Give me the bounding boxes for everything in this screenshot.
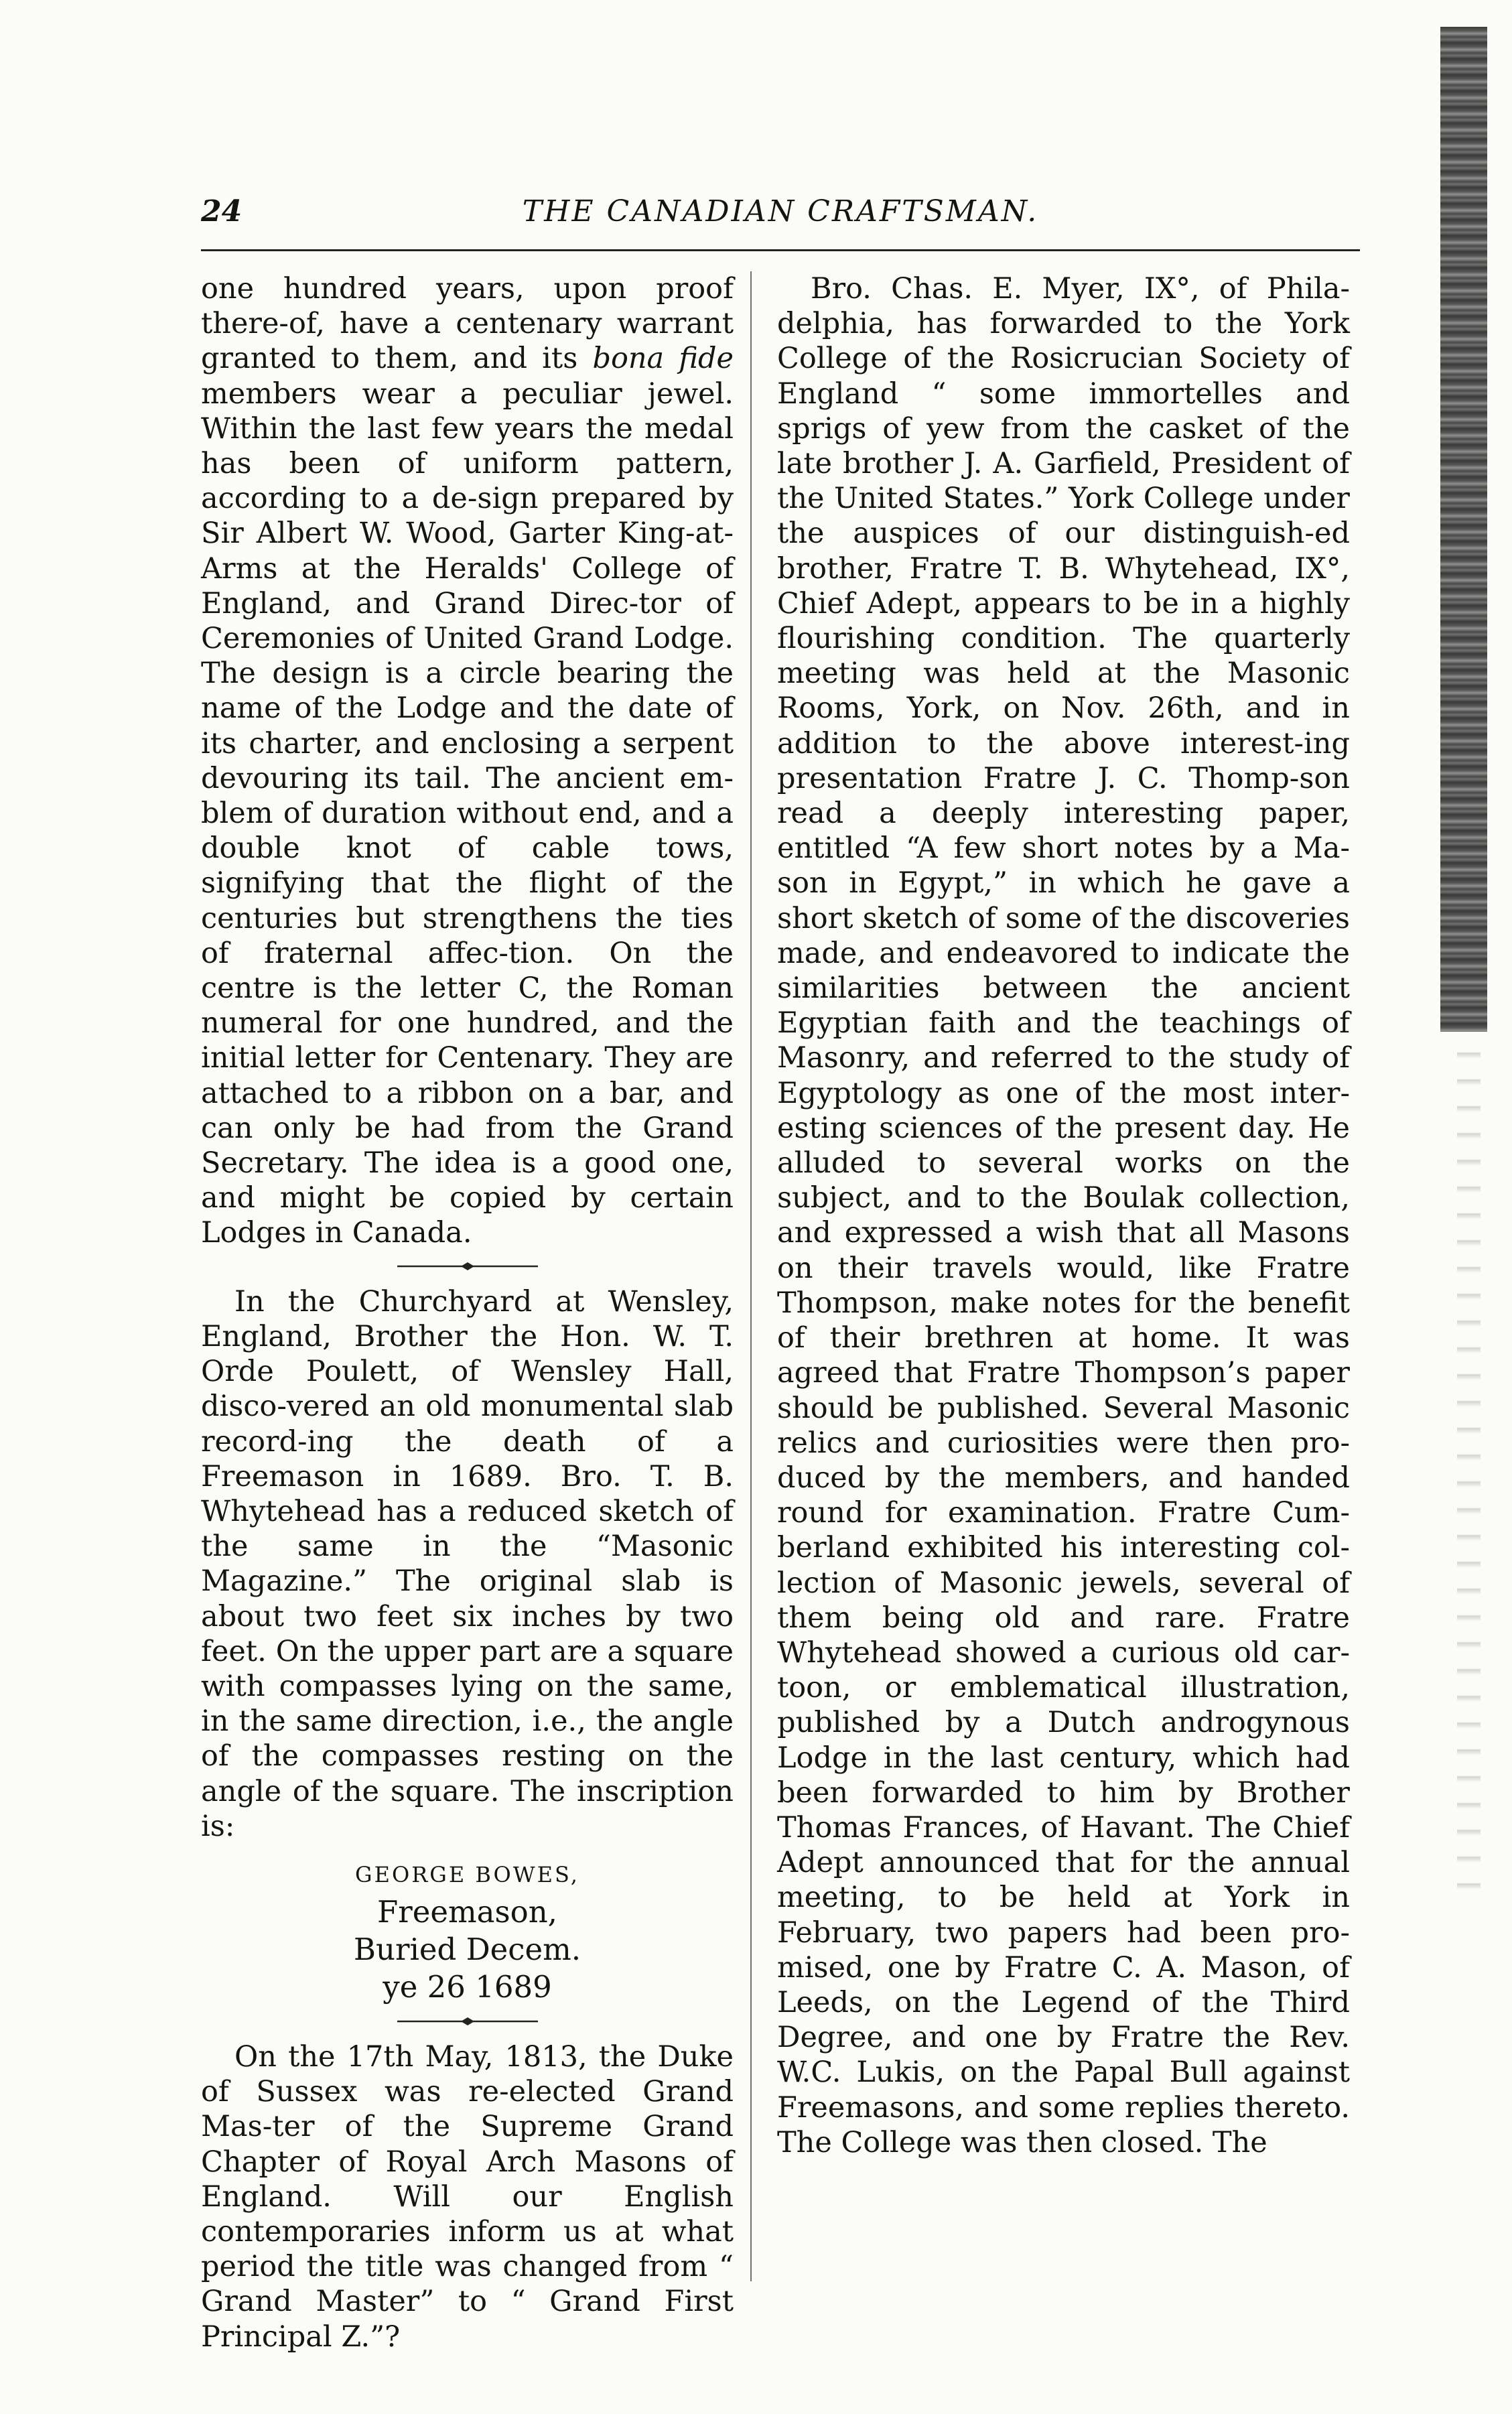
column-divider [750, 271, 752, 2281]
paragraph-centenary-jewel: one hundred years, upon proof there-of, have a centenary warrant granted to them, and its bona fide members wear a peculiar jewel. Within the last few years the medal has been of uniform pattern, according to a de-sign prepared by Sir Albert W. Wood, Garter King-at-Arms at the Heralds' College of England, and Grand Direc-tor of Ceremonies of United Grand Lodge. The design is a circle bearing the name of the Lodge and the date of its charter, and enclosing a serpent devouring its tail. The ancient em-blem of duration without end, and a double knot of cable tows, signifying that the flight of the centuries but strengthens the ties of fraternal affec-tion. On the centre is the letter C, the Roman numeral for one hundred, and the initial letter for Centenary. They are attached to a ribbon on a bar, and can only be had from the Grand Secretary. The idea is a good one, and might be copied by certain Lodges in Canada. [201, 272, 734, 1250]
scan-edge-shadow [1440, 27, 1487, 1032]
italic-phrase: bona fide [592, 342, 734, 376]
section-ornament [397, 1260, 538, 1272]
inscription-title: Freemason, [377, 1893, 557, 1930]
scan-edge-marks [1457, 1032, 1481, 1903]
header-rule [201, 249, 1360, 251]
running-title: THE CANADIAN CRAFTSMAN. [522, 194, 1039, 228]
paragraph-wensley-slab: In the Churchyard at Wensley, England, Brother the Hon. W. T. Orde Poulett, of Wensley Hall, disco-vered an old monumental slab record-ing the death of a Freemason in 1689. Bro. T. B. Whytehead has a reduced sketch of the same in the “Masonic Magazine.” The original slab is about two feet six inches by two feet. On the upper part are a square with compasses lying on the same, in the same direction, i.e., the angle of the compasses resting on the angle of the square. The inscription is: [201, 1284, 734, 1843]
page-number: 24 [201, 194, 243, 228]
section-ornament [397, 2015, 538, 2027]
inscription-date: ye 26 1689 [383, 1968, 552, 2005]
inscription-buried: Buried Decem. [353, 1931, 581, 1967]
inscription-name: GEORGE BOWES, [355, 1861, 579, 1887]
page-header [201, 194, 1360, 241]
right-column [777, 271, 1350, 2160]
paragraph-duke-of-sussex: On the 17th May, 1813, the Duke of Sussex was re-elected Grand Mas-ter of the Supreme Grand Chapter of Royal Arch Masons of England. Will our English contemporaries inform us at what period the title was changed from “ Grand Master” to “ Grand First Principal Z.”? [201, 2039, 734, 2354]
left-column [201, 271, 734, 2354]
paragraph-york-college: Bro. Chas. E. Myer, IX°, of Phila-delphia, has forwarded to the York College of the Rosicrucian Society of England “ some immortelles and sprigs of yew from the casket of the late brother J. A. Garfield, President of the United States.” York College under the auspices of our distinguish-ed brother, Fratre T. B. Whytehead, IX°, Chief Adept, appears to be in a highly flourishing condition. The quarterly meeting was held at the Masonic Rooms, York, on Nov. 26th, and in addition to the above interest-ing presentation Fratre J. C. Thomp-son read a deeply interesting paper, entitled “A few short notes by a Ma-son in Egypt,” in which he gave a short sketch of some of the discoveries made, and endeavored to indicate the similarities between the ancient Egyptian faith and the teachings of Masonry, and referred to the study of Egyptology as one of the most inter-esting sciences of the present day. He alluded to several works on the subject, and to the Boulak collection, and expressed a wish that all Masons on their travels would, like Fratre Thompson, make notes for the benefit of their brethren at home. It was agreed that Fratre Thompson’s paper should be published. Several Masonic relics and curiosities were then pro-duced by the members, and handed round for examination. Fratre Cum-berland exhibited his interesting col-lection of Masonic jewels, several of them being old and rare. Fratre Whytehead showed a curious old car-toon, or emblematical illustration, published by a Dutch androgynous Lodge in the last century, which had been forwarded to him by Brother Thomas Frances, of Havant. The Chief Adept announced that for the annual meeting, to be held at York in February, two papers had been pro-mised, one by Fratre C. A. Mason, of Leeds, on the Legend of the Third Degree, and one by Fratre the Rev. W.C. Lukis, on the Papal Bull against Freemasons, and some replies thereto. The College was then closed. The [777, 272, 1350, 2159]
inscription [201, 1856, 734, 2006]
